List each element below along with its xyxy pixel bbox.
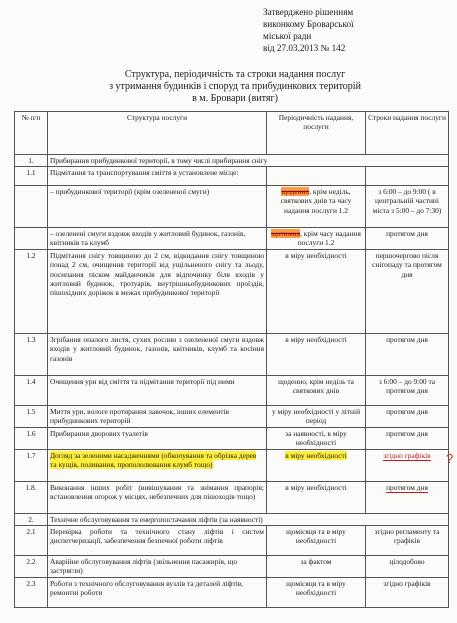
header-no: № п/п (15, 112, 48, 155)
row-number: 1.5 (15, 406, 48, 428)
service-text: Підмітання снігу товщиною до 2 см, відкидання снігу товщиною понад 2 см, очищення території від ущільненого снігу та льоду, посипання піском майданчиків для відпочинку біля входів у житловий будинок, тротуарів, внутрішньобудинкових проїздів, пішохідних доріжок в межах прибудинкової території (48, 250, 267, 334)
row-number: 2. (15, 513, 48, 525)
row-number (15, 228, 48, 250)
table-header-row (15, 112, 449, 155)
service-text: Роботи з технічного обслуговування вузлів та деталей ліфтів, ремонтні роботи (48, 577, 267, 607)
periodicity-cell (267, 228, 366, 250)
periodicity-cell (267, 167, 366, 186)
table-row (15, 428, 449, 449)
service-text: Миття урн, вологе протирання лавочок, інших елементів прибудинкових територій (48, 406, 267, 428)
services-table (14, 111, 449, 608)
header-terms: Строки надання послуги (366, 112, 449, 155)
struck-highlighted-word: щоденно (281, 187, 310, 197)
row-number: 1.7 (15, 449, 48, 481)
approval-line-2: виконкому Броварської (263, 19, 354, 29)
service-text: Очищення урн від сміття та підмітання території під ними (48, 376, 267, 406)
service-text: Згрібання опалого листя, сухих рослин з озелененої смуги вздовж входів у житловий будинок, газонів, квітників, клумб та косіння газонів (48, 334, 267, 376)
row-number: 1.2 (15, 250, 48, 334)
table-row (15, 155, 449, 167)
approval-stamp (263, 6, 453, 54)
row-number: 1.8. (15, 481, 48, 513)
terms-cell (366, 167, 449, 186)
table-row (15, 406, 449, 428)
row-number: 1.3 (15, 334, 48, 376)
handwritten-question-mark: ? (446, 451, 454, 466)
periodicity-text: , крім неділь, святкових днів та часу надання послуги 1.2 (280, 187, 352, 215)
service-text: – прибудинкової території (крім озелененої смуги) (48, 186, 267, 228)
highlighted-service-text: Догляд за зеленими насадженнями (обкопування та обрізка дерев та кущів, поливання, пропололювання клумб тощо) (50, 450, 257, 469)
terms-cell: згідно графіків (366, 577, 449, 607)
terms-cell: протягом дня (366, 334, 449, 376)
title-line-3: в м. Бровари (витяг) (192, 93, 278, 104)
terms-cell: протягом дня (366, 428, 449, 449)
approval-line-3: міської ради (263, 31, 312, 41)
terms-cell: протягом дня (366, 228, 449, 250)
table-row (15, 376, 449, 406)
table-row (15, 186, 449, 228)
periodicity-cell: в міру необхідності (267, 250, 366, 334)
table-row (15, 334, 449, 376)
terms-cell: цілодобово (366, 555, 449, 577)
header-structure: Структура послуги (48, 112, 267, 155)
service-text: Аварійне обслуговування ліфтів (звільнення пасажирів, що застрягли) (48, 555, 267, 577)
struck-highlighted-word: щотижня (271, 229, 301, 239)
terms-cell (366, 481, 449, 513)
title-line-1: Структура, періодичність та строки надання послуг (124, 69, 346, 80)
row-number (15, 186, 48, 228)
title-line-2: з утримання будинків і споруд та прибудинкових територій (109, 81, 361, 92)
underlined-terms: згідно графіків (383, 450, 431, 460)
approval-line-4: від 27.03.2013 № 142 (263, 43, 346, 53)
table-row (15, 577, 449, 607)
periodicity-cell: щомісяця та в міру необхідності (267, 525, 366, 555)
terms-cell: протягом дня (366, 406, 449, 428)
row-number: 1.1 (15, 167, 48, 186)
periodicity-cell (267, 186, 366, 228)
table-row (15, 250, 449, 334)
section-title: Технічне обслуговування та енергопостачання ліфтів (за наявності) (48, 513, 449, 525)
header-periodicity: Періодичність надання, послуги (267, 112, 366, 155)
row-number: 1.4 (15, 376, 48, 406)
service-text (48, 449, 267, 481)
terms-cell: першочергово після снігопаду та протягом дня (366, 250, 449, 334)
terms-cell: з 6:00 – до 9:00 ( в центральній частині міста з 5:00 – до 7:30) (366, 186, 449, 228)
table-row (15, 513, 449, 525)
underlined-terms: протягом дня (386, 482, 428, 492)
service-text: Прибирання дворових туалетів (48, 428, 267, 449)
table-row (15, 449, 449, 481)
periodicity-cell: щоденно, крім неділь та святкових днів (267, 376, 366, 406)
periodicity-cell: за фактом (267, 555, 366, 577)
terms-cell (366, 449, 449, 481)
periodicity-cell: щомісяця та в міру необхідності (267, 577, 366, 607)
periodicity-cell: в міру необхідності (267, 334, 366, 376)
highlighted-periodicity: в міру необхідності (285, 450, 347, 460)
document-title (40, 69, 430, 105)
periodicity-cell: в міру необхідності (267, 481, 366, 513)
periodicity-text: , крім часу надання послуги 1.2 (297, 229, 361, 248)
approval-line-1: Затверджено рішенням (263, 7, 354, 17)
periodicity-cell (267, 449, 366, 481)
periodicity-cell: за наявності, в міру необхідності (267, 428, 366, 449)
row-number: 2.3 (15, 577, 48, 607)
table-row (15, 167, 449, 186)
table-row (15, 555, 449, 577)
service-text: Виконання інших робіт (вивішування та знімання прапорів; встановлення огорож у місцях, небезпечних для пішоходів тощо) (48, 481, 267, 513)
table-row (15, 228, 449, 250)
periodicity-cell: у міру необхідності у літній період (267, 406, 366, 428)
row-number: 1. (15, 155, 48, 167)
table-row (15, 481, 449, 513)
row-number: 2.1 (15, 525, 48, 555)
table-row (15, 525, 449, 555)
section-title: Прибирання прибудинкової території, в тому числі прибирання снігу (48, 155, 449, 167)
service-text: Підмітання та транспортування сміття в установлене місце: (48, 167, 267, 186)
service-text: Перевірка роботи та технічного стану ліфтів і систем диспетчеризації, забезпечення безпечної роботи ліфтів (48, 525, 267, 555)
service-text: – озеленені смуги вздовж входів у житловий будинок, газонів, квітників та клумб (48, 228, 267, 250)
terms-cell: з 6:00 – до 9:00 та протягом дня (366, 376, 449, 406)
terms-cell: згідно регламенту та графіків (366, 525, 449, 555)
row-number: 2.2 (15, 555, 48, 577)
row-number: 1.6 (15, 428, 48, 449)
